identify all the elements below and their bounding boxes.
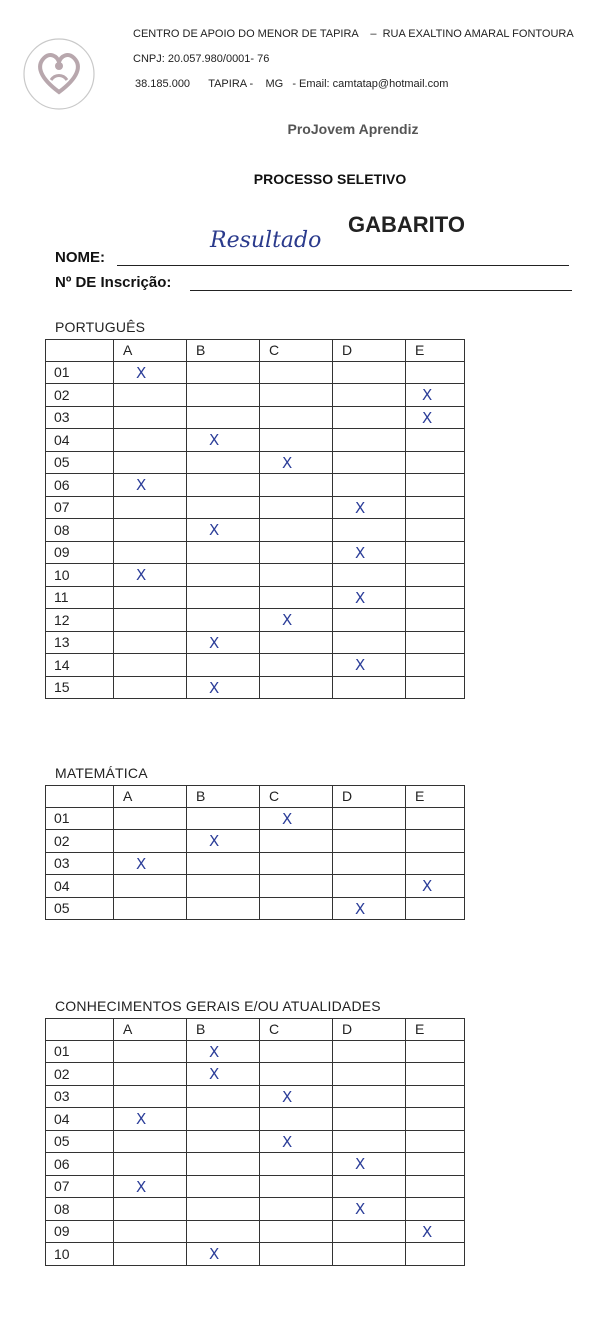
answer-cell bbox=[114, 564, 187, 587]
answer-cell bbox=[114, 875, 187, 898]
answer-cell bbox=[187, 564, 260, 587]
answer-cell bbox=[406, 451, 465, 474]
answer-cell bbox=[260, 1175, 333, 1198]
answer-mark: X bbox=[136, 363, 147, 382]
option-header: E bbox=[406, 1019, 465, 1041]
question-row bbox=[46, 852, 465, 875]
answer-cell bbox=[114, 897, 187, 920]
name-label: NOME: bbox=[55, 249, 105, 266]
question-row bbox=[46, 807, 465, 830]
question-row bbox=[46, 564, 465, 587]
answer-cell bbox=[114, 807, 187, 830]
question-number: 04 bbox=[46, 875, 114, 898]
question-row bbox=[46, 1243, 465, 1266]
answer-mark: X bbox=[209, 832, 220, 850]
answer-cell bbox=[187, 1040, 260, 1063]
answer-cell bbox=[406, 1198, 465, 1221]
answer-cell bbox=[333, 1130, 406, 1153]
section-title-conhecimentos-gerais: CONHECIMENTOS GERAIS E/OU ATUALIDADES bbox=[55, 998, 381, 1014]
answer-cell bbox=[406, 541, 465, 564]
answer-cell bbox=[333, 496, 406, 519]
answer-cell bbox=[260, 1243, 333, 1266]
answer-cell bbox=[114, 586, 187, 609]
answer-mark: X bbox=[355, 543, 366, 562]
answer-cell bbox=[187, 654, 260, 677]
answer-cell bbox=[260, 852, 333, 875]
answer-cell bbox=[333, 586, 406, 609]
answer-mark: X bbox=[422, 386, 433, 404]
answer-cell bbox=[406, 1085, 465, 1108]
answer-cell bbox=[406, 1175, 465, 1198]
question-row bbox=[46, 676, 465, 699]
answer-cell bbox=[187, 609, 260, 632]
answer-mark: X bbox=[136, 854, 147, 873]
answer-cell bbox=[187, 361, 260, 384]
answer-cell bbox=[260, 609, 333, 632]
answer-cell bbox=[260, 1108, 333, 1131]
answer-cell bbox=[114, 609, 187, 632]
answer-cell bbox=[187, 807, 260, 830]
answer-cell bbox=[333, 609, 406, 632]
answer-cell bbox=[406, 384, 465, 407]
answer-cell bbox=[114, 541, 187, 564]
answer-cell bbox=[406, 807, 465, 830]
registration-line bbox=[190, 290, 572, 291]
question-number: 05 bbox=[46, 451, 114, 474]
registration-label: Nº DE Inscrição: bbox=[55, 274, 172, 291]
answer-cell bbox=[333, 1040, 406, 1063]
answer-cell bbox=[114, 654, 187, 677]
option-header: C bbox=[260, 340, 333, 362]
answer-cell bbox=[114, 406, 187, 429]
question-row bbox=[46, 429, 465, 452]
answer-cell bbox=[406, 474, 465, 497]
question-row bbox=[46, 1108, 465, 1131]
question-number: 09 bbox=[46, 1220, 114, 1243]
answer-cell bbox=[406, 519, 465, 542]
question-row bbox=[46, 451, 465, 474]
answer-cell bbox=[333, 406, 406, 429]
answer-mark: X bbox=[136, 566, 147, 584]
answer-cell bbox=[260, 1085, 333, 1108]
answer-cell bbox=[187, 852, 260, 875]
question-row bbox=[46, 541, 465, 564]
answer-cell bbox=[260, 897, 333, 920]
answer-cell bbox=[114, 1220, 187, 1243]
answer-cell bbox=[260, 676, 333, 699]
option-header: A bbox=[114, 786, 187, 808]
answer-cell bbox=[333, 1063, 406, 1086]
answer-cell bbox=[333, 519, 406, 542]
answer-cell bbox=[406, 830, 465, 853]
answer-mark: X bbox=[136, 1110, 147, 1128]
answer-cell bbox=[333, 830, 406, 853]
answer-cell bbox=[333, 1175, 406, 1198]
answer-cell bbox=[260, 1063, 333, 1086]
grid-corner-cell bbox=[46, 1019, 114, 1041]
answer-cell bbox=[187, 586, 260, 609]
question-number: 13 bbox=[46, 631, 114, 654]
answer-cell bbox=[406, 429, 465, 452]
answer-cell bbox=[333, 676, 406, 699]
answer-cell bbox=[333, 541, 406, 564]
answer-cell bbox=[260, 586, 333, 609]
question-row bbox=[46, 474, 465, 497]
grid-header-row bbox=[46, 1019, 465, 1041]
answer-cell bbox=[260, 1153, 333, 1176]
option-header: C bbox=[260, 1019, 333, 1041]
answer-cell bbox=[406, 676, 465, 699]
answer-cell bbox=[406, 1153, 465, 1176]
answer-cell bbox=[260, 384, 333, 407]
answer-cell bbox=[333, 1220, 406, 1243]
answer-mark: X bbox=[282, 1132, 293, 1151]
answer-cell bbox=[187, 496, 260, 519]
answer-cell bbox=[260, 429, 333, 452]
answer-cell bbox=[406, 1063, 465, 1086]
option-header: B bbox=[187, 786, 260, 808]
question-row bbox=[46, 830, 465, 853]
answer-cell bbox=[260, 406, 333, 429]
option-header: D bbox=[333, 786, 406, 808]
question-number: 05 bbox=[46, 1130, 114, 1153]
answer-mark: X bbox=[355, 656, 366, 674]
question-number: 04 bbox=[46, 1108, 114, 1131]
question-row bbox=[46, 1130, 465, 1153]
answer-cell bbox=[260, 1040, 333, 1063]
answer-cell bbox=[260, 361, 333, 384]
header-cnpj-line: CNPJ: 20.057.980/0001- 76 bbox=[133, 53, 270, 65]
question-row bbox=[46, 496, 465, 519]
answer-cell bbox=[187, 676, 260, 699]
answer-cell bbox=[187, 474, 260, 497]
answer-mark: X bbox=[209, 633, 220, 652]
grid-header-row bbox=[46, 786, 465, 808]
answer-mark: X bbox=[136, 476, 147, 494]
answer-cell bbox=[260, 807, 333, 830]
question-number: 10 bbox=[46, 1243, 114, 1266]
question-row bbox=[46, 1198, 465, 1221]
answer-mark: X bbox=[355, 1200, 366, 1218]
question-number: 04 bbox=[46, 429, 114, 452]
question-row bbox=[46, 586, 465, 609]
answer-mark: X bbox=[209, 1042, 220, 1061]
answer-mark: X bbox=[355, 588, 366, 607]
answer-mark: X bbox=[422, 877, 433, 895]
answer-cell bbox=[114, 1175, 187, 1198]
question-number: 09 bbox=[46, 541, 114, 564]
question-number: 10 bbox=[46, 564, 114, 587]
answer-cell bbox=[333, 429, 406, 452]
answer-cell bbox=[114, 1108, 187, 1131]
answer-cell bbox=[333, 807, 406, 830]
answer-cell bbox=[260, 474, 333, 497]
section-title-matematica: MATEMÁTICA bbox=[55, 765, 148, 781]
answer-cell bbox=[114, 1243, 187, 1266]
question-number: 06 bbox=[46, 474, 114, 497]
answer-cell bbox=[187, 1063, 260, 1086]
grid-header-row bbox=[46, 340, 465, 362]
question-number: 12 bbox=[46, 609, 114, 632]
answer-cell bbox=[333, 384, 406, 407]
answer-cell bbox=[187, 451, 260, 474]
question-row bbox=[46, 1175, 465, 1198]
answer-key-title: GABARITO bbox=[348, 212, 465, 237]
answer-mark: X bbox=[422, 408, 433, 427]
question-number: 07 bbox=[46, 1175, 114, 1198]
answer-grid-matematica bbox=[45, 785, 465, 920]
answer-cell bbox=[187, 429, 260, 452]
question-row bbox=[46, 654, 465, 677]
answer-mark: X bbox=[355, 899, 366, 918]
answer-cell bbox=[406, 609, 465, 632]
option-header: D bbox=[333, 340, 406, 362]
answer-cell bbox=[114, 361, 187, 384]
answer-cell bbox=[406, 361, 465, 384]
answer-cell bbox=[333, 1153, 406, 1176]
question-row bbox=[46, 897, 465, 920]
question-row bbox=[46, 384, 465, 407]
answer-cell bbox=[260, 875, 333, 898]
answer-cell bbox=[114, 1040, 187, 1063]
answer-cell bbox=[333, 897, 406, 920]
answer-cell bbox=[187, 1198, 260, 1221]
answer-cell bbox=[187, 541, 260, 564]
answer-cell bbox=[114, 1130, 187, 1153]
answer-cell bbox=[333, 1108, 406, 1131]
header-address-line: CENTRO DE APOIO DO MENOR DE TAPIRA – RUA EXALTINO AMARAL FONTOURA bbox=[133, 28, 574, 40]
answer-cell bbox=[333, 474, 406, 497]
answer-cell bbox=[406, 875, 465, 898]
answer-cell bbox=[187, 384, 260, 407]
answer-cell bbox=[406, 1108, 465, 1131]
organization-logo bbox=[22, 30, 96, 114]
answer-cell bbox=[333, 631, 406, 654]
answer-cell bbox=[406, 564, 465, 587]
answer-cell bbox=[114, 519, 187, 542]
answer-cell bbox=[260, 830, 333, 853]
answer-cell bbox=[406, 586, 465, 609]
question-row bbox=[46, 875, 465, 898]
answer-cell bbox=[187, 1085, 260, 1108]
question-number: 08 bbox=[46, 1198, 114, 1221]
section-title-portugues: PORTUGUÊS bbox=[55, 319, 146, 335]
answer-mark: X bbox=[355, 1155, 366, 1173]
answer-cell bbox=[114, 1085, 187, 1108]
question-number: 03 bbox=[46, 852, 114, 875]
question-number: 01 bbox=[46, 1040, 114, 1063]
question-row bbox=[46, 1063, 465, 1086]
answer-cell bbox=[333, 852, 406, 875]
answer-cell bbox=[260, 496, 333, 519]
answer-cell bbox=[114, 1153, 187, 1176]
answer-cell bbox=[260, 1220, 333, 1243]
option-header: D bbox=[333, 1019, 406, 1041]
question-number: 03 bbox=[46, 406, 114, 429]
answer-grid-conhecimentos-gerais bbox=[45, 1018, 465, 1266]
question-row bbox=[46, 1040, 465, 1063]
answer-cell bbox=[406, 1220, 465, 1243]
grid-corner-cell bbox=[46, 340, 114, 362]
question-number: 03 bbox=[46, 1085, 114, 1108]
answer-cell bbox=[114, 384, 187, 407]
answer-mark: X bbox=[136, 1177, 147, 1196]
name-line bbox=[117, 265, 569, 266]
answer-cell bbox=[406, 1243, 465, 1266]
answer-cell bbox=[333, 875, 406, 898]
name-handwritten-value: Resultado bbox=[210, 228, 322, 253]
answer-mark: X bbox=[282, 611, 293, 629]
answer-cell bbox=[114, 676, 187, 699]
answer-cell bbox=[187, 519, 260, 542]
answer-cell bbox=[187, 897, 260, 920]
answer-cell bbox=[333, 1198, 406, 1221]
answer-cell bbox=[187, 1130, 260, 1153]
answer-cell bbox=[333, 1085, 406, 1108]
question-row bbox=[46, 406, 465, 429]
answer-mark: X bbox=[355, 498, 366, 517]
answer-cell bbox=[187, 1175, 260, 1198]
answer-cell bbox=[187, 875, 260, 898]
answer-cell bbox=[406, 631, 465, 654]
question-number: 06 bbox=[46, 1153, 114, 1176]
answer-cell bbox=[406, 1040, 465, 1063]
answer-cell bbox=[114, 631, 187, 654]
answer-cell bbox=[114, 496, 187, 519]
answer-cell bbox=[114, 1063, 187, 1086]
answer-cell bbox=[333, 564, 406, 587]
question-number: 01 bbox=[46, 361, 114, 384]
process-title: PROCESSO SELETIVO bbox=[253, 171, 407, 187]
answer-cell bbox=[114, 852, 187, 875]
answer-cell bbox=[260, 631, 333, 654]
question-number: 01 bbox=[46, 807, 114, 830]
question-row bbox=[46, 1085, 465, 1108]
answer-cell bbox=[187, 1220, 260, 1243]
answer-cell bbox=[187, 830, 260, 853]
question-number: 05 bbox=[46, 897, 114, 920]
answer-cell bbox=[333, 451, 406, 474]
answer-mark: X bbox=[282, 453, 293, 472]
answer-cell bbox=[406, 496, 465, 519]
answer-cell bbox=[260, 654, 333, 677]
answer-mark: X bbox=[209, 1245, 220, 1263]
question-number: 08 bbox=[46, 519, 114, 542]
answer-cell bbox=[333, 654, 406, 677]
answer-cell bbox=[114, 451, 187, 474]
option-header: B bbox=[187, 1019, 260, 1041]
question-row bbox=[46, 1153, 465, 1176]
header-contact-line: 38.185.000 TAPIRA - MG - Email: camtatap@hotmail.com bbox=[135, 78, 449, 90]
answer-cell bbox=[406, 654, 465, 677]
answer-cell bbox=[260, 564, 333, 587]
question-number: 02 bbox=[46, 1063, 114, 1086]
answer-cell bbox=[187, 1153, 260, 1176]
answer-mark: X bbox=[282, 1087, 293, 1106]
answer-cell bbox=[260, 1198, 333, 1221]
option-header: E bbox=[406, 786, 465, 808]
answer-mark: X bbox=[209, 521, 220, 539]
answer-cell bbox=[114, 474, 187, 497]
answer-mark: X bbox=[209, 1065, 220, 1083]
answer-cell bbox=[187, 1108, 260, 1131]
option-header: A bbox=[114, 1019, 187, 1041]
grid-corner-cell bbox=[46, 786, 114, 808]
question-number: 11 bbox=[46, 586, 114, 609]
answer-cell bbox=[333, 361, 406, 384]
question-number: 02 bbox=[46, 830, 114, 853]
answer-cell bbox=[260, 519, 333, 542]
answer-cell bbox=[114, 1198, 187, 1221]
answer-mark: X bbox=[282, 809, 293, 828]
answer-mark: X bbox=[422, 1222, 433, 1241]
answer-cell bbox=[333, 1243, 406, 1266]
question-number: 07 bbox=[46, 496, 114, 519]
question-number: 15 bbox=[46, 676, 114, 699]
answer-cell bbox=[406, 1130, 465, 1153]
answer-mark: X bbox=[209, 431, 220, 449]
question-row bbox=[46, 1220, 465, 1243]
answer-cell bbox=[260, 451, 333, 474]
answer-cell bbox=[260, 1130, 333, 1153]
answer-grid-portugues bbox=[45, 339, 465, 699]
answer-cell bbox=[406, 897, 465, 920]
answer-cell bbox=[406, 852, 465, 875]
question-row bbox=[46, 609, 465, 632]
answer-mark: X bbox=[209, 678, 220, 697]
option-header: A bbox=[114, 340, 187, 362]
answer-cell bbox=[187, 406, 260, 429]
answer-cell bbox=[187, 631, 260, 654]
answer-cell bbox=[406, 406, 465, 429]
answer-cell bbox=[187, 1243, 260, 1266]
program-name: ProJovem Aprendiz bbox=[287, 121, 419, 137]
answer-cell bbox=[260, 541, 333, 564]
question-row bbox=[46, 631, 465, 654]
option-header: B bbox=[187, 340, 260, 362]
option-header: E bbox=[406, 340, 465, 362]
question-number: 14 bbox=[46, 654, 114, 677]
question-number: 02 bbox=[46, 384, 114, 407]
question-row bbox=[46, 519, 465, 542]
answer-cell bbox=[114, 429, 187, 452]
question-row bbox=[46, 361, 465, 384]
option-header: C bbox=[260, 786, 333, 808]
answer-cell bbox=[114, 830, 187, 853]
